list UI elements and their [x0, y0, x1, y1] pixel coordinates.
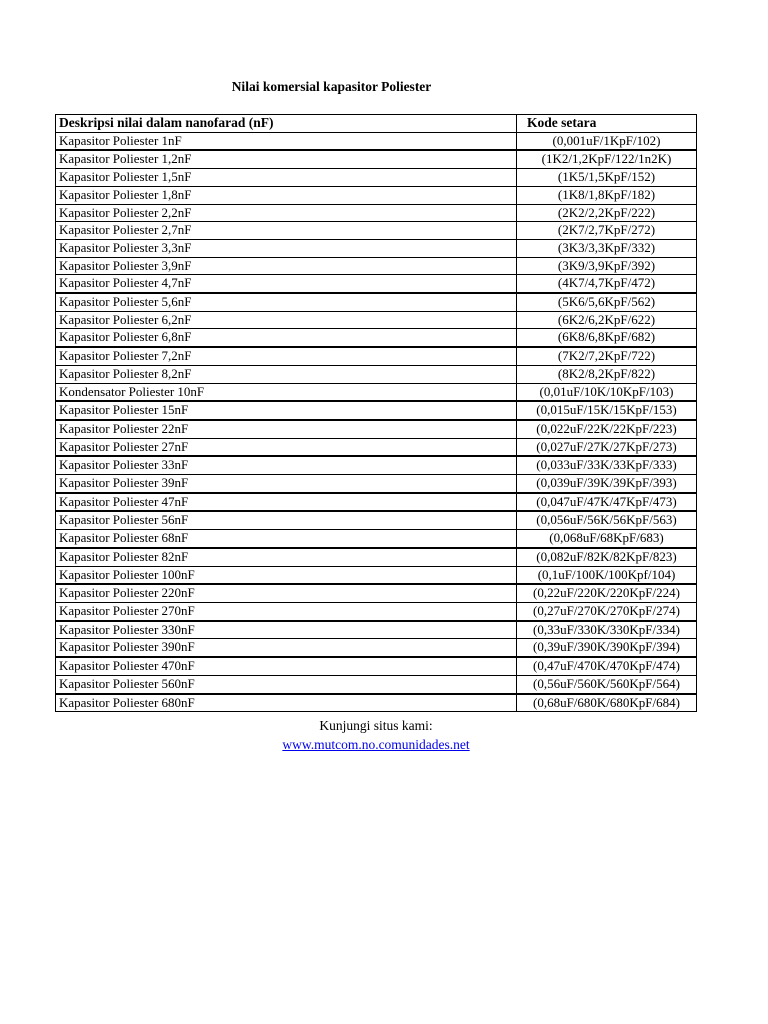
table-row: [56, 694, 697, 712]
table-row: [56, 204, 697, 222]
table-row: [56, 132, 697, 150]
cell-code: (0,015uF/15K/15KpF/153): [517, 401, 697, 420]
cell-code: (0,1uF/100K/100Kpf/104): [517, 566, 697, 584]
cell-code: (6K8/6,8KpF/682): [517, 329, 697, 347]
table-row: [56, 169, 697, 187]
cell-description: Kapasitor Poliester 15nF: [56, 401, 517, 420]
cell-description: Kapasitor Poliester 56nF: [56, 511, 517, 529]
table-row: [56, 621, 697, 639]
cell-description: Kapasitor Poliester 33nF: [56, 456, 517, 474]
cell-description: Kapasitor Poliester 39nF: [56, 475, 517, 493]
cell-code: (0,01uF/10K/10KpF/103): [517, 383, 697, 401]
table-row: [56, 675, 697, 693]
cell-code: (0,033uF/33K/33KpF/333): [517, 456, 697, 474]
cell-code: (0,22uF/220K/220KpF/224): [517, 584, 697, 602]
cell-code: (1K8/1,8KpF/182): [517, 186, 697, 204]
table-row: [56, 511, 697, 529]
cell-description: Kapasitor Poliester 6,8nF: [56, 329, 517, 347]
cell-code: (0,047uF/47K/47KpF/473): [517, 493, 697, 512]
table-row: [56, 584, 697, 602]
cell-description: Kapasitor Poliester 2,2nF: [56, 204, 517, 222]
cell-code: (3K3/3,3KpF/332): [517, 239, 697, 257]
cell-code: (0,039uF/39K/39KpF/393): [517, 475, 697, 493]
table-row: [56, 438, 697, 456]
cell-description: Kapasitor Poliester 3,9nF: [56, 257, 517, 275]
table-row: [56, 566, 697, 584]
cell-description: Kapasitor Poliester 470nF: [56, 657, 517, 675]
page-title: Nilai komersial kapasitor Poliester: [231, 79, 432, 94]
cell-description: Kapasitor Poliester 1,2nF: [56, 150, 517, 168]
cell-description: Kapasitor Poliester 220nF: [56, 584, 517, 602]
cell-description: Kapasitor Poliester 3,3nF: [56, 239, 517, 257]
cell-description: Kondensator Poliester 10nF: [56, 383, 517, 401]
cell-code: (2K2/2,2KpF/222): [517, 204, 697, 222]
table-row: [56, 456, 697, 474]
cell-description: Kapasitor Poliester 560nF: [56, 675, 517, 693]
footer-text: Kunjungi situs kami:: [319, 718, 433, 733]
cell-code: (0,068uF/68KpF/683): [517, 530, 697, 548]
table-row: [56, 311, 697, 329]
cell-description: Kapasitor Poliester 330nF: [56, 621, 517, 639]
table-row: [56, 239, 697, 257]
cell-code: (1K5/1,5KpF/152): [517, 169, 697, 187]
cell-description: Kapasitor Poliester 1nF: [56, 132, 517, 150]
cell-code: (0,022uF/22K/22KpF/223): [517, 420, 697, 438]
cell-code: (1K2/1,2KpF/122/1n2K): [517, 150, 697, 168]
table-row: [56, 401, 697, 420]
capacitor-value-table: [55, 114, 697, 712]
cell-description: Kapasitor Poliester 270nF: [56, 602, 517, 620]
table-row: [56, 186, 697, 204]
table-row: [56, 657, 697, 675]
cell-code: (0,27uF/270K/270KpF/274): [517, 602, 697, 620]
table-row: [56, 383, 697, 401]
footer: [0, 716, 752, 754]
cell-description: Kapasitor Poliester 47nF: [56, 493, 517, 512]
cell-description: Kapasitor Poliester 2,7nF: [56, 222, 517, 240]
cell-code: (0,33uF/330K/330KpF/334): [517, 621, 697, 639]
cell-description: Kapasitor Poliester 8,2nF: [56, 365, 517, 383]
table-row: [56, 222, 697, 240]
cell-code: (0,056uF/56K/56KpF/563): [517, 511, 697, 529]
table-row: [56, 475, 697, 493]
cell-description: Kapasitor Poliester 100nF: [56, 566, 517, 584]
cell-description: Kapasitor Poliester 4,7nF: [56, 275, 517, 293]
table-row: [56, 420, 697, 438]
table-row: [56, 293, 697, 311]
cell-description: Kapasitor Poliester 1,5nF: [56, 169, 517, 187]
cell-description: Kapasitor Poliester 390nF: [56, 639, 517, 657]
cell-description: Kapasitor Poliester 68nF: [56, 530, 517, 548]
cell-description: Kapasitor Poliester 82nF: [56, 548, 517, 566]
cell-code: (8K2/8,2KpF/822): [517, 365, 697, 383]
table-row: [56, 548, 697, 566]
cell-code: (6K2/6,2KpF/622): [517, 311, 697, 329]
table-row: [56, 329, 697, 347]
table-row: [56, 275, 697, 293]
table-row: [56, 602, 697, 620]
cell-code: (5K6/5,6KpF/562): [517, 293, 697, 311]
cell-code: (0,68uF/680K/680KpF/684): [517, 694, 697, 712]
cell-description: Kapasitor Poliester 7,2nF: [56, 347, 517, 365]
cell-code: (0,082uF/82K/82KpF/823): [517, 548, 697, 566]
cell-code: (0,39uF/390K/390KpF/394): [517, 639, 697, 657]
cell-description: Kapasitor Poliester 1,8nF: [56, 186, 517, 204]
table-row: [56, 347, 697, 365]
table-row: [56, 150, 697, 168]
cell-code: (0,56uF/560K/560KpF/564): [517, 675, 697, 693]
cell-code: (0,001uF/1KpF/102): [517, 132, 697, 150]
table-header-row: [56, 115, 697, 133]
header-description: Deskripsi nilai dalam nanofarad (nF): [56, 115, 517, 133]
cell-code: (7K2/7,2KpF/722): [517, 347, 697, 365]
table-row: [56, 493, 697, 512]
cell-code: (4K7/4,7KpF/472): [517, 275, 697, 293]
cell-description: Kapasitor Poliester 680nF: [56, 694, 517, 712]
table-row: [56, 639, 697, 657]
cell-code: (3K9/3,9KpF/392): [517, 257, 697, 275]
cell-code: (2K7/2,7KpF/272): [517, 222, 697, 240]
table-row: [56, 365, 697, 383]
table-row: [56, 530, 697, 548]
cell-description: Kapasitor Poliester 27nF: [56, 438, 517, 456]
cell-description: Kapasitor Poliester 5,6nF: [56, 293, 517, 311]
table-body: [56, 132, 697, 712]
cell-code: (0,47uF/470K/470KpF/474): [517, 657, 697, 675]
table-row: [56, 257, 697, 275]
header-code: Kode setara: [517, 115, 697, 133]
website-link[interactable]: www.mutcom.no.comunidades.net: [282, 737, 470, 752]
cell-description: Kapasitor Poliester 6,2nF: [56, 311, 517, 329]
cell-description: Kapasitor Poliester 22nF: [56, 420, 517, 438]
cell-code: (0,027uF/27K/27KpF/273): [517, 438, 697, 456]
